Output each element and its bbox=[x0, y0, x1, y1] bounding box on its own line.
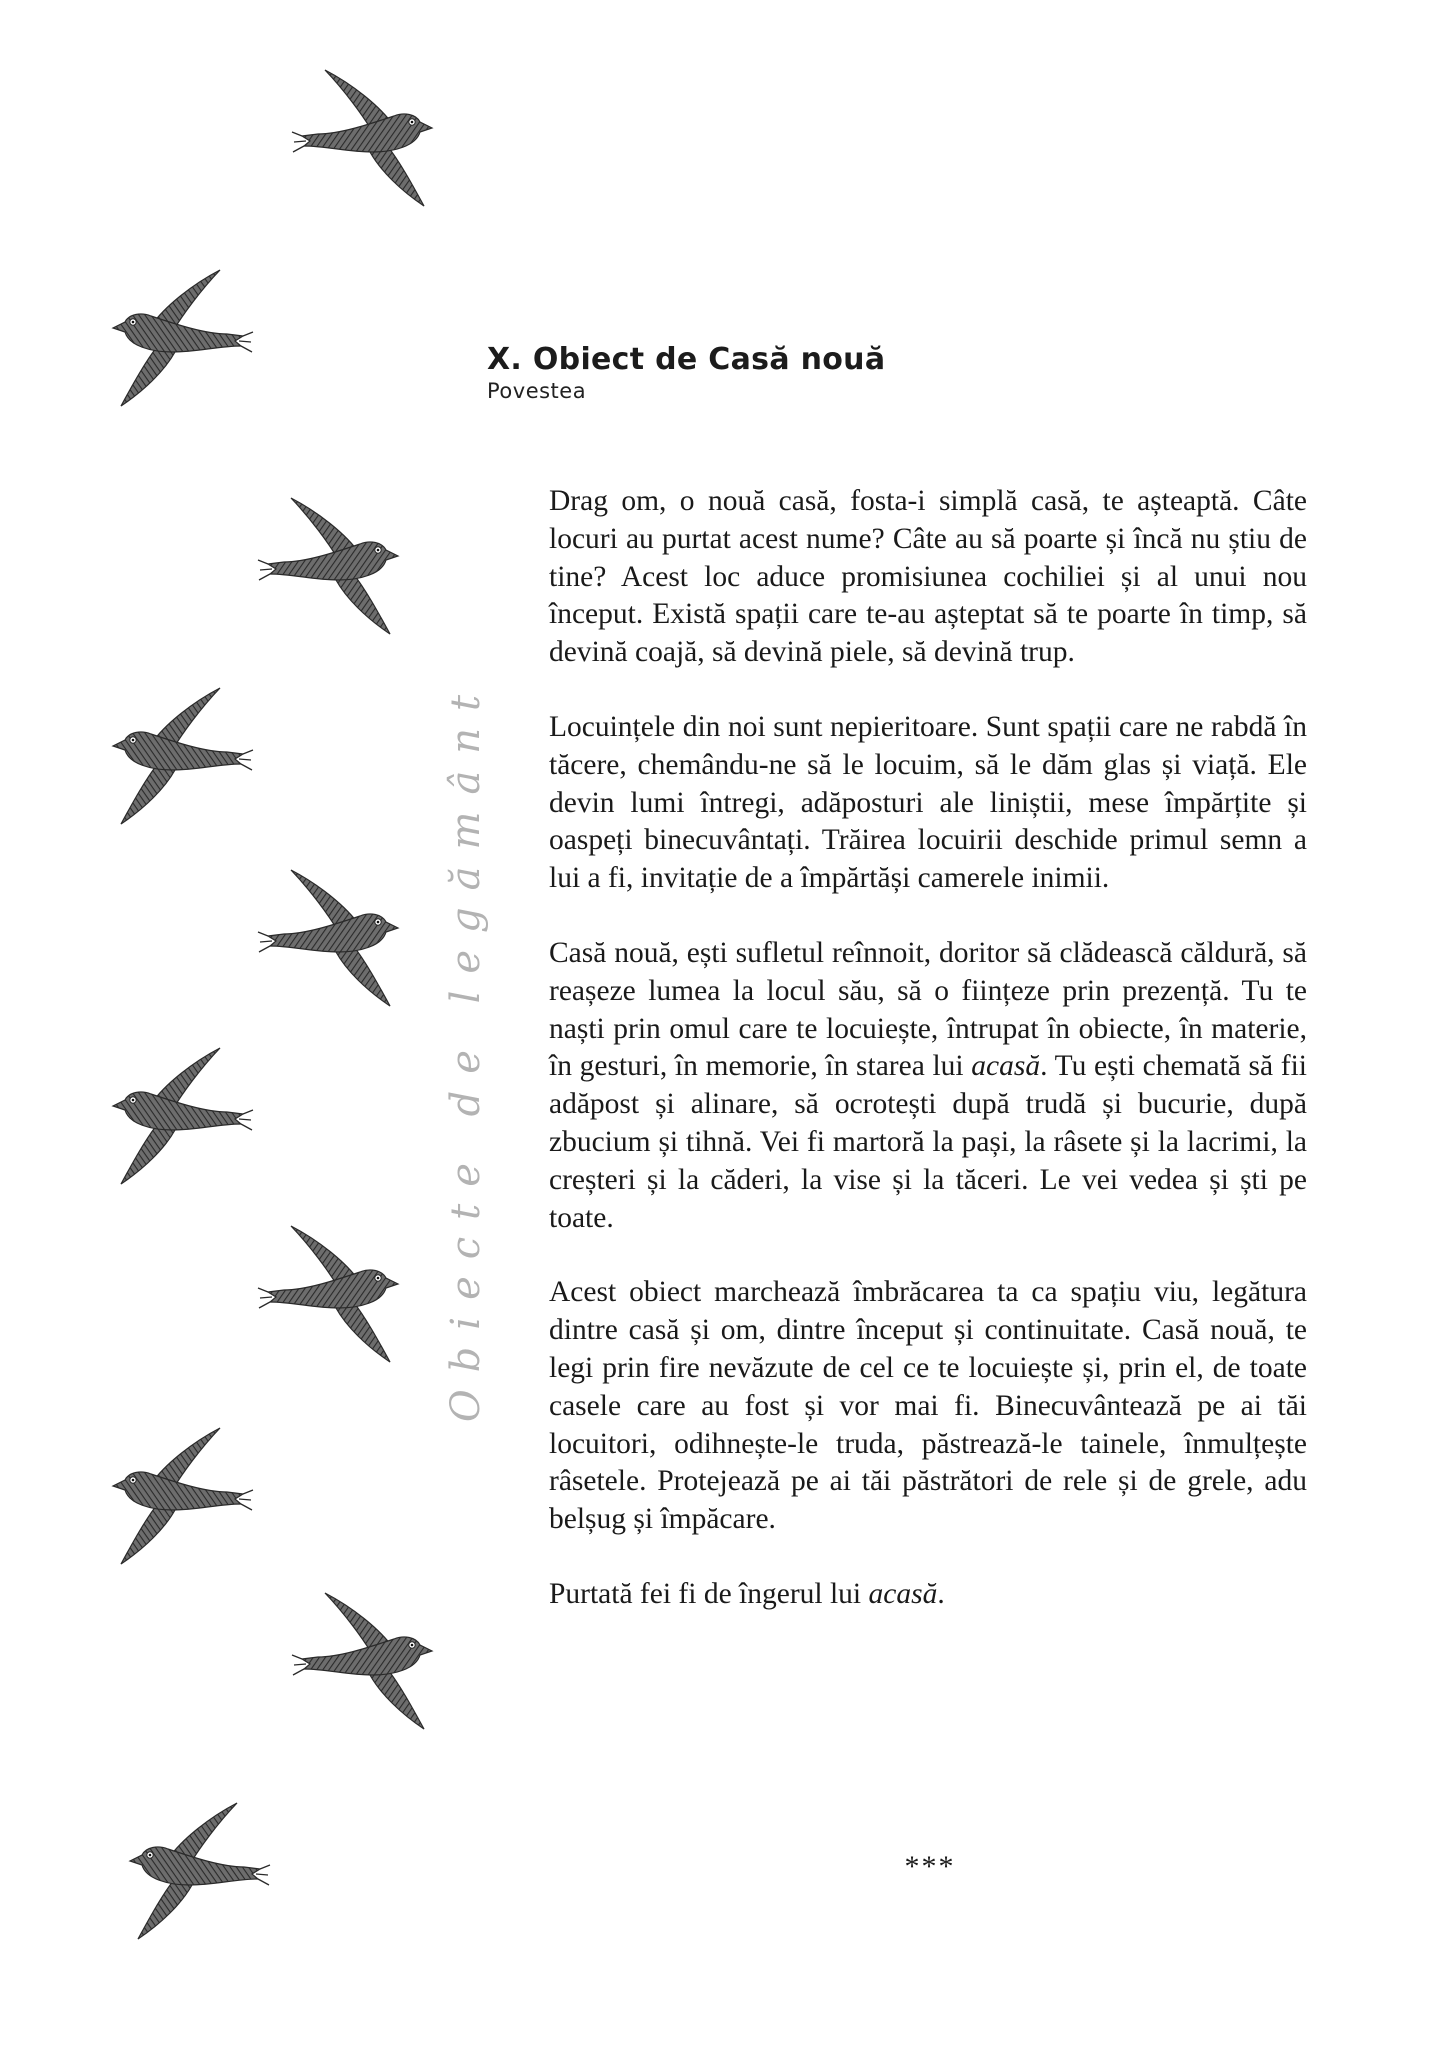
swallow-icon bbox=[256, 1218, 416, 1368]
section-end-mark: *** bbox=[904, 1850, 956, 1883]
story-paragraph bbox=[549, 1576, 1307, 1614]
story-paragraph: Drag om, o nouă casă, fosta-i simplă casă, te așteaptă. Câte locuri au purtat acest nume? Câte au să poarte și încă nu știu de tine? Acest loc aduce promisiunea cochiliei și al unui nou început. Există spații care te-au așteptat să te poarte în timp, să devină coajă, să devină piele, să devină trup. bbox=[549, 485, 1307, 669]
paragraph-text: Casă nouă, ești sufletul reînnoit, doritor să clădească căldură, să reașeze lumea la locul său, să o ființeze prin prezență. Tu te naști prin omul care te locuiește, întrupat în obiecte, în materie, în gesturi, în memorie, în starea lui bbox=[549, 936, 1307, 1083]
swallow-icon bbox=[95, 1420, 255, 1570]
swallow-icon bbox=[95, 680, 255, 830]
emphasized-word: acasă bbox=[868, 1577, 938, 1610]
paragraph-text: . Tu ești chemată să fii adăpost și alinare, să ocrotești după trudă și bucurie, după zbucium și tihnă. Vei fi martoră la pași, la râsete și la lacrimi, la creșteri și la căderi, la vise și la tăceri. Le vei vedea și ști pe toate. bbox=[549, 1050, 1307, 1234]
series-label: Obiecte de legământ bbox=[443, 677, 489, 1423]
story-paragraph: Acest obiect marchează îmbrăcarea ta ca spațiu viu, legătura dintre casă și om, dintre început și continuitate. Casă nouă, te legi prin fire nevăzute de cel ce te locuiește și, prin el, de toate casele care au fost și vor mai fi. Binecuvântează pe ai tăi locuitori, odihnește-le truda, păstrează-le tainele, înmulțește râsetele. Protejează pe ai tăi păstrători de rele și de grele, adu belșug și împăcare. bbox=[549, 1276, 1307, 1536]
swallow-icon bbox=[95, 1040, 255, 1190]
story-body bbox=[549, 483, 1307, 1651]
swallow-icon bbox=[256, 862, 416, 1012]
swallow-icon bbox=[290, 62, 450, 212]
paragraph-text: Purtată fei fi de îngerul lui bbox=[549, 1577, 869, 1610]
swallow-icon bbox=[95, 262, 255, 412]
chapter-subtitle: Povestea bbox=[487, 378, 587, 403]
emphasized-word: acasă bbox=[971, 1050, 1041, 1083]
swallow-icon bbox=[112, 1795, 272, 1945]
paragraph-text: . bbox=[937, 1577, 945, 1610]
chapter-title: X. Obiect de Casă nouă bbox=[487, 342, 886, 377]
story-paragraph bbox=[549, 935, 1307, 1237]
chapter-heading bbox=[487, 343, 1187, 405]
story-paragraph: Locuințele din noi sunt nepieritoare. Sunt spații care ne rabdă în tăcere, chemându-ne să le locuim, să le dăm glas și viață. Ele devin lumi întregi, adăposturi ale liniștii, mese împărțite și oaspeți binecuvântați. Trăirea locuirii deschide primul semn a lui a fi, invitație de a împărtăși camerele inimii. bbox=[549, 710, 1307, 895]
swallow-icon bbox=[290, 1585, 450, 1735]
swallow-icon bbox=[256, 490, 416, 640]
